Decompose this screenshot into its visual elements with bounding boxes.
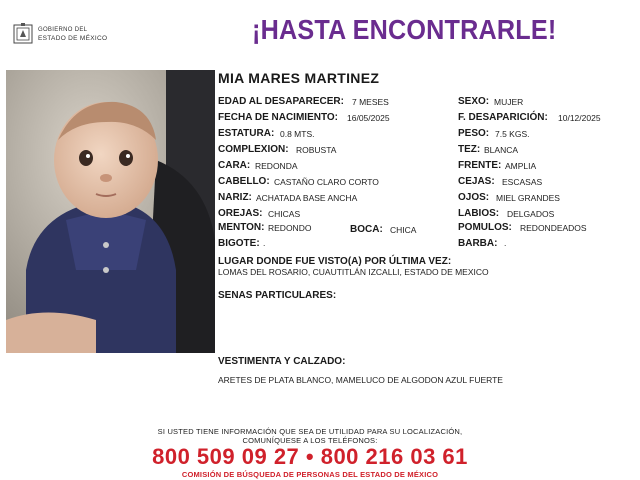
field-value-cheekbones: REDONDEADOS <box>520 223 587 233</box>
field-value-eyebrows: ESCASAS <box>502 177 543 187</box>
government-logo <box>12 22 122 48</box>
field-label-disappearance-date: F. DESAPARICIÓN: <box>458 112 548 123</box>
field-value-height: 0.8 MTS. <box>280 129 315 139</box>
field-label-beard: BARBA: <box>458 238 498 249</box>
field-value-forehead: AMPLIA <box>505 161 537 171</box>
field-value-ears: CHICAS <box>268 209 301 219</box>
field-label-complexion: TEZ: <box>458 144 481 155</box>
field-label-age: EDAD AL DESAPARECER: <box>218 96 344 107</box>
footer-note-line-2: COMUNÍQUESE A LOS TELÉFONOS: <box>242 436 378 445</box>
field-label-sex: SEXO: <box>458 96 490 107</box>
last-seen-value: LOMAS DEL ROSARIO, CUAUTITLÁN IZCALLI, ESTADO DE MEXICO <box>218 267 489 277</box>
field-label-chin: MENTON: <box>218 222 265 233</box>
field-label-lips: LABIOS: <box>458 208 500 219</box>
field-value-chin: REDONDO <box>268 223 312 233</box>
person-name: MIA MARES MARTINEZ <box>218 70 380 86</box>
field-label-face: CARA: <box>218 160 251 171</box>
field-value-eyes: MIEL GRANDES <box>496 193 560 203</box>
field-label-height: ESTATURA: <box>218 128 275 139</box>
field-label-forehead: FRENTE: <box>458 160 502 171</box>
clothing-value: ARETES DE PLATA BLANCO, MAMELUCO DE ALGODON AZUL FUERTE <box>218 375 503 385</box>
missing-person-photo <box>6 70 215 353</box>
field-value-weight: 7.5 KGS. <box>495 129 530 139</box>
last-seen-label: LUGAR DONDE FUE VISTO(A) POR ÚLTIMA VEZ: <box>218 256 452 267</box>
field-value-lips: DELGADOS <box>507 209 555 219</box>
seal-icon <box>12 22 34 46</box>
field-label-ears: OREJAS: <box>218 208 263 219</box>
field-value-sex: MUJER <box>494 97 524 107</box>
field-value-birthdate: 16/05/2025 <box>347 113 390 123</box>
field-value-nose: ACHATADA BASE ANCHA <box>256 193 358 203</box>
headline: ¡HASTA ENCONTRARLE! <box>252 14 557 45</box>
field-label-nose: NARIZ: <box>218 192 252 203</box>
field-value-age: 7 MESES <box>352 97 389 107</box>
field-label-mustache: BIGOTE: <box>218 238 260 249</box>
field-value-hair: CASTAÑO CLARO CORTO <box>274 177 379 187</box>
field-value-build: ROBUSTA <box>296 145 337 155</box>
field-label-eyebrows: CEJAS: <box>458 176 495 187</box>
field-label-mouth: BOCA: <box>350 224 383 235</box>
field-value-mustache: . <box>263 238 266 248</box>
clothing-label: VESTIMENTA Y CALZADO: <box>218 356 346 367</box>
field-value-mouth: CHICA <box>390 225 417 235</box>
field-label-eyes: OJOS: <box>458 192 490 203</box>
field-label-build: COMPLEXION: <box>218 144 289 155</box>
footer-note-line-1: SI USTED TIENE INFORMACIÓN QUE SEA DE UTILIDAD PARA SU LOCALIZACIÓN, <box>157 427 463 436</box>
field-label-birthdate: FECHA DE NACIMIENTO: <box>218 112 338 123</box>
distinguishing-marks-label: SENAS PARTICULARES: <box>218 290 337 301</box>
logo-line-1: GOBIERNO DEL <box>38 27 88 33</box>
logo-line-2: ESTADO DE MÉXICO <box>38 35 108 42</box>
field-value-disappearance-date: 10/12/2025 <box>558 113 601 123</box>
field-label-weight: PESO: <box>458 128 490 139</box>
field-label-cheekbones: POMULOS: <box>458 222 512 233</box>
field-value-complexion: BLANCA <box>484 145 519 155</box>
field-value-face: REDONDA <box>255 161 298 171</box>
field-label-hair: CABELLO: <box>218 176 270 187</box>
field-value-beard: . <box>504 238 507 248</box>
commission-name: COMISIÓN DE BÚSQUEDA DE PERSONAS DEL ESTADO DE MÉXICO <box>181 470 439 479</box>
phone-numbers: 800 509 09 27 • 800 216 03 61 <box>152 444 468 469</box>
